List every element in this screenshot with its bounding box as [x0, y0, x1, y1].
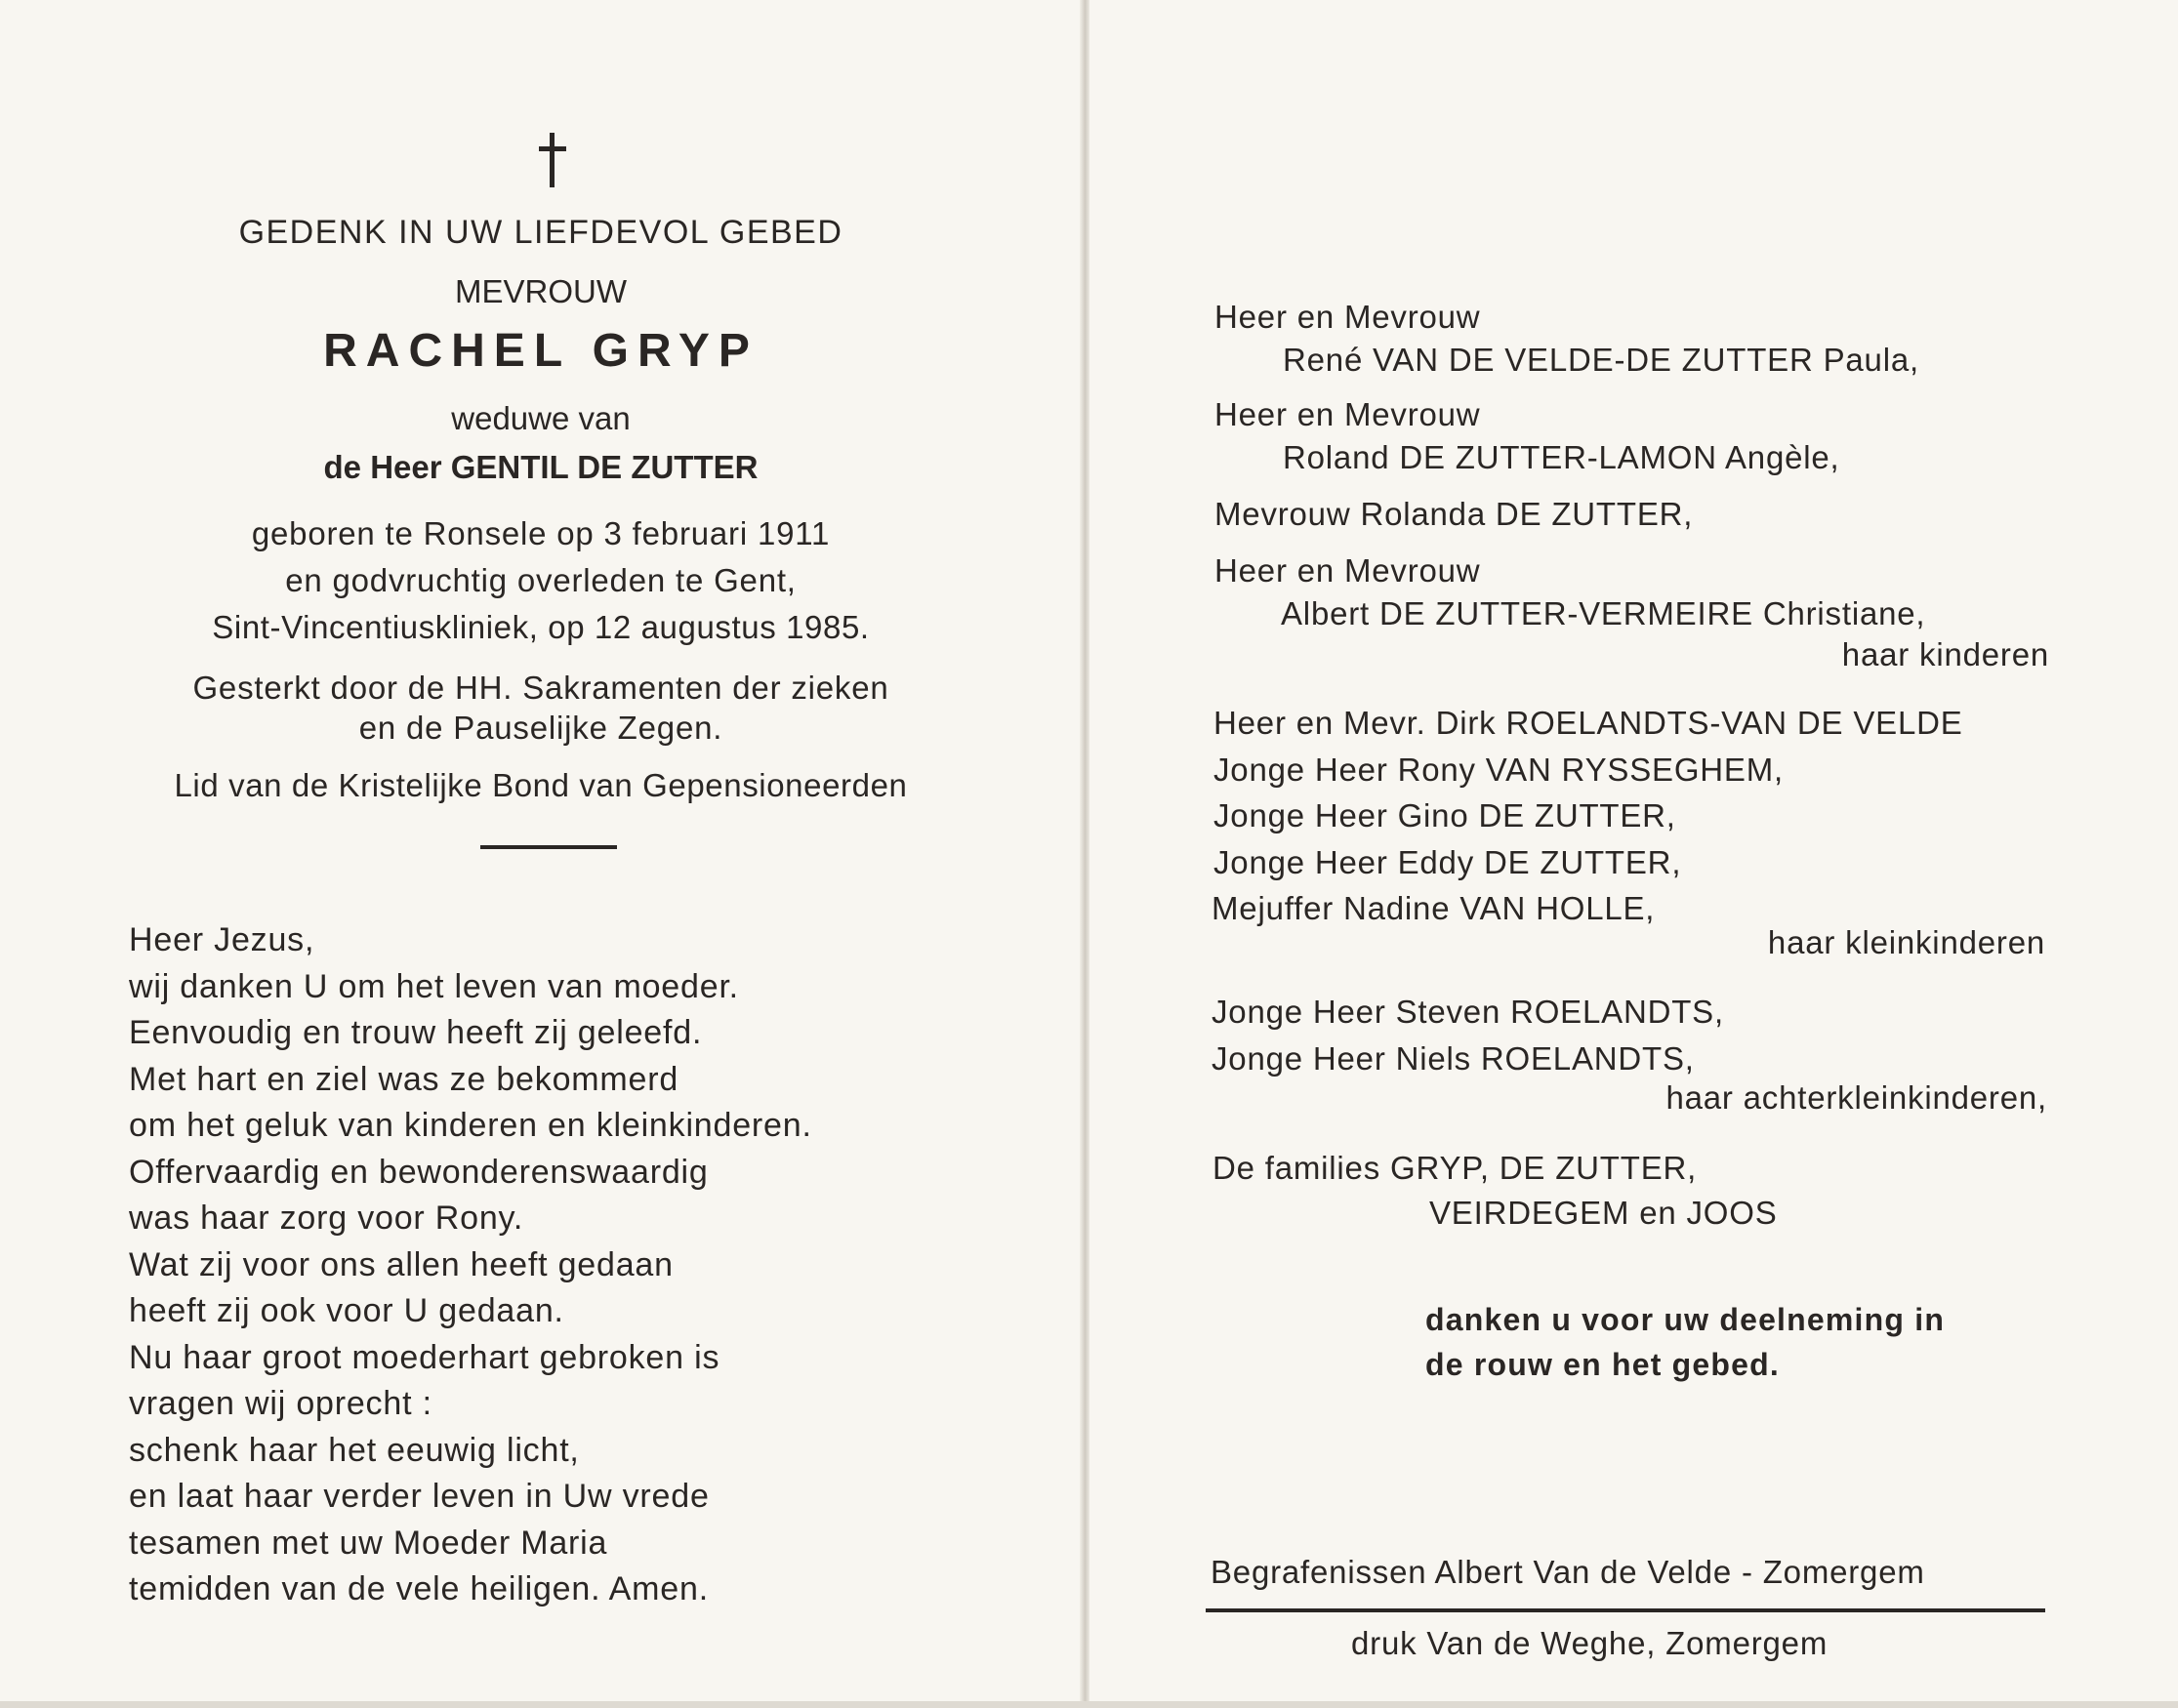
divider: [480, 845, 617, 849]
family-line: Jonge Heer Eddy DE ZUTTER,: [1213, 844, 1682, 880]
family-line: Jonge Heer Steven ROELANDTS,: [1212, 994, 1724, 1030]
family-line: Heer en Mevrouw: [1214, 299, 1481, 335]
prayer-text: [129, 917, 812, 1613]
prayer-line: Met hart en ziel was ze bekommerd: [129, 1060, 679, 1098]
prayer-line: Wat zij voor ons allen heeft gedaan: [129, 1245, 674, 1283]
family-line: Heer en Mevrouw: [1214, 552, 1481, 589]
prayer-line: wij danken U om het leven van moeder.: [129, 967, 739, 1005]
membership-line: Lid van de Kristelijke Bond van Gepensioneerden: [174, 767, 908, 803]
thanks-line: de rouw en het gebed.: [1425, 1347, 1781, 1382]
family-line: Jonge Heer Gino DE ZUTTER,: [1213, 797, 1676, 834]
relation-label: haar kleinkinderen: [1767, 924, 2045, 960]
family-line: Mejuffer Nadine VAN HOLLE,: [1212, 890, 1656, 926]
family-line: Heer en Mevr. Dirk ROELANDTS-VAN DE VELDE: [1213, 705, 1963, 741]
husband-name: de Heer GENTIL DE ZUTTER: [323, 449, 759, 485]
bio-line: en godvruchtig overleden te Gent,: [285, 562, 797, 598]
prayer-line: Heer Jezus,: [129, 921, 315, 958]
prayer-line: en laat haar verder leven in Uw vrede: [129, 1478, 710, 1515]
thanks-line: danken u voor uw deelneming in: [1425, 1302, 1946, 1337]
family-line: René VAN DE VELDE-DE ZUTTER Paula,: [1283, 342, 1919, 378]
undertaker: Begrafenissen Albert Van de Velde - Zomergem: [1211, 1554, 1925, 1590]
prayer-line: Offervaardig en bewonderenswaardig: [129, 1153, 709, 1191]
relation-label: haar achterkleinkinderen,: [1665, 1079, 2047, 1116]
family-line: Jonge Heer Niels ROELANDTS,: [1212, 1040, 1695, 1077]
prayer-line: schenk haar het eeuwig licht,: [129, 1431, 580, 1469]
family-line: De families GRYP, DE ZUTTER,: [1212, 1150, 1698, 1186]
deceased-name: RACHEL GRYP: [323, 325, 759, 377]
family-line: VEIRDEGEM en JOOS: [1429, 1195, 1778, 1231]
relation-label: haar kinderen: [1841, 636, 2049, 672]
prayer-line: om het geluk van kinderen en kleinkinderen.: [129, 1107, 812, 1144]
prayer-line: was haar zorg voor Rony.: [129, 1200, 524, 1237]
family-line: Roland DE ZUTTER-LAMON Angèle,: [1283, 439, 1840, 475]
footer-divider: [1206, 1608, 2045, 1612]
printer: druk Van de Weghe, Zomergem: [1351, 1625, 1829, 1661]
cross-icon: [537, 133, 568, 187]
bio-line: geboren te Ronsele op 3 februari 1911: [251, 515, 831, 551]
family-line: Jonge Heer Rony VAN RYSSEGHEM,: [1213, 752, 1785, 788]
bio-line: Sint-Vincentiuskliniek, op 12 augustus 1985.: [212, 609, 870, 645]
widow-of: weduwe van: [451, 400, 631, 436]
left-page: [0, 0, 1082, 1708]
prayer-line: Nu haar groot moederhart gebroken is: [129, 1338, 720, 1376]
prayer-line: temidden van de vele heiligen. Amen.: [129, 1570, 709, 1607]
sacraments-line: Gesterkt door de HH. Sakramenten der zieken: [192, 670, 889, 706]
title-mevrouw: MEVROUW: [455, 273, 627, 309]
prayer-line: Eenvoudig en trouw heeft zij geleefd.: [129, 1014, 703, 1051]
family-line: Heer en Mevrouw: [1214, 396, 1481, 432]
family-line: Mevrouw Rolanda DE ZUTTER,: [1214, 496, 1694, 532]
header-line: GEDENK IN UW LIEFDEVOL GEBED: [238, 214, 843, 251]
sacraments-line: en de Pauselijke Zegen.: [358, 710, 723, 746]
prayer-line: vragen wij oprecht :: [129, 1385, 432, 1422]
prayer-line: heeft zij ook voor U gedaan.: [129, 1292, 564, 1329]
prayer-line: tesamen met uw Moeder Maria: [129, 1524, 608, 1562]
family-line: Albert DE ZUTTER-VERMEIRE Christiane,: [1281, 595, 1926, 631]
